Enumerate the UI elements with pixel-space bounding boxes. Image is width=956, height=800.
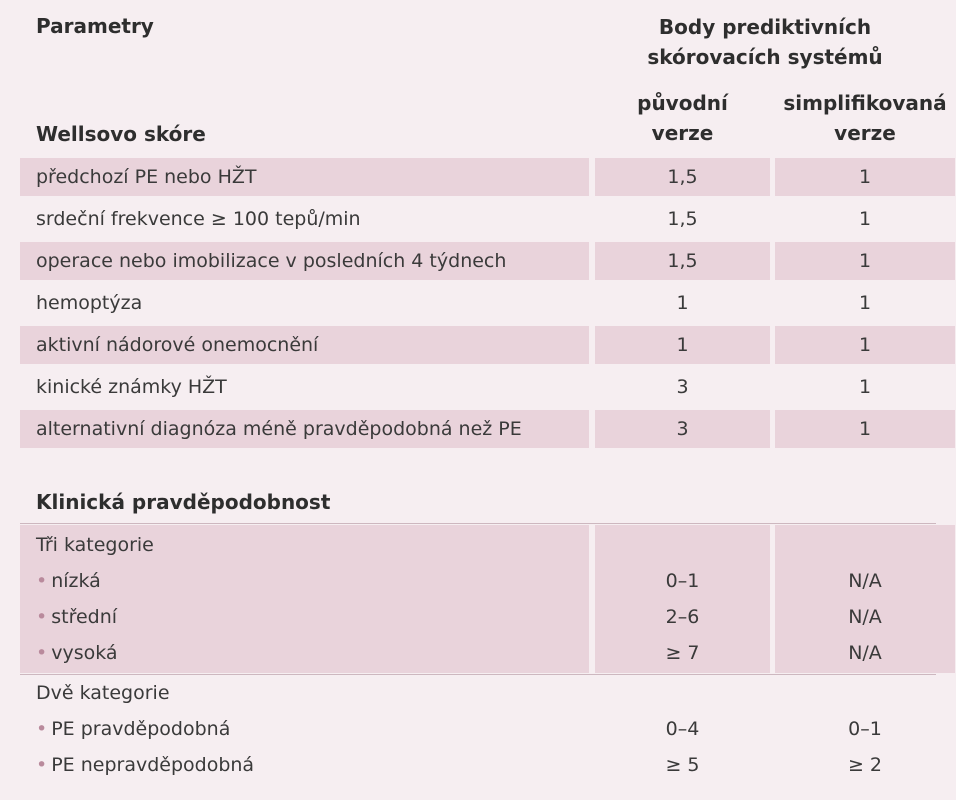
simplified-score-cell: 1 xyxy=(775,242,955,280)
bullet-icon: • xyxy=(36,606,48,628)
original-score-cell: 0–1 xyxy=(665,570,700,592)
original-score-cell: 1 xyxy=(595,326,770,364)
simplified-score-cell: 1 xyxy=(858,208,872,230)
simplified-score-cell: 1 xyxy=(858,292,872,314)
original-score-cell: 2–6 xyxy=(665,606,700,628)
bullet-icon: • xyxy=(36,754,48,776)
bullet-icon: • xyxy=(36,570,48,592)
simplified-score-cell: 0–1 xyxy=(848,718,882,740)
original-score-cell: ≥ 7 xyxy=(665,642,700,664)
bullet-icon: • xyxy=(36,642,48,664)
simplified-score-cell: N/A xyxy=(848,642,882,664)
original-score-cell: 1 xyxy=(676,292,689,314)
category-label: PE pravděpodobná xyxy=(51,718,231,740)
simplified-score-cell: 1 xyxy=(775,410,955,448)
bullet-icon: • xyxy=(36,718,48,740)
list-item xyxy=(36,635,118,671)
list-item xyxy=(36,599,117,635)
parameter-cell: hemoptýza xyxy=(36,292,143,314)
parametry-header: Parametry xyxy=(36,14,154,38)
parameter-cell: kinické známky HŽT xyxy=(36,376,227,398)
simplified-version-line1: simplifikovaná xyxy=(783,91,947,115)
list-item xyxy=(36,711,230,747)
simplified-score-cell: N/A xyxy=(848,606,882,628)
simplified-score-cell: 1 xyxy=(775,158,955,196)
parameter-cell: alternativní diagnóza méně pravděpodobná než PE xyxy=(20,410,589,448)
parameter-cell: srdeční frekvence ≥ 100 tepů/min xyxy=(36,208,361,230)
parameter-cell: předchozí PE nebo HŽT xyxy=(20,158,589,196)
simplified-score-cell: 1 xyxy=(775,326,955,364)
category-label: nízká xyxy=(51,570,101,592)
simplified-version-line2: verze xyxy=(834,121,896,145)
original-version-header xyxy=(595,88,770,148)
original-score-cell: ≥ 5 xyxy=(665,754,700,776)
wells-score-title: Wellsovo skóre xyxy=(36,122,206,146)
scoring-systems-line1: Body prediktivních xyxy=(658,15,872,39)
original-score-cell: 1,5 xyxy=(595,158,770,196)
section-divider xyxy=(20,523,936,524)
original-score-cell: 3 xyxy=(595,410,770,448)
category-label: střední xyxy=(51,606,118,628)
parameter-cell: aktivní nádorové onemocnění xyxy=(20,326,589,364)
scoring-systems-line2: skórovacích systémů xyxy=(647,45,883,69)
simplified-score-cell: 1 xyxy=(858,376,872,398)
original-score-cell: 3 xyxy=(676,376,689,398)
two-categories-title: Dvě kategorie xyxy=(36,682,170,704)
list-item xyxy=(36,563,101,599)
three-categories-title: Tři kategorie xyxy=(36,534,154,556)
original-score-cell: 0–4 xyxy=(665,718,700,740)
clinical-probability-title: Klinická pravděpodobnost xyxy=(36,490,331,514)
category-label: PE nepravděpodobná xyxy=(51,754,255,776)
original-score-cell: 1,5 xyxy=(667,208,698,230)
simplified-score-cell: N/A xyxy=(848,570,882,592)
original-version-line1: původní xyxy=(637,91,728,115)
category-label: vysoká xyxy=(51,642,118,664)
simplified-version-header xyxy=(775,88,955,148)
original-version-line2: verze xyxy=(651,121,714,145)
original-score-cell: 1,5 xyxy=(595,242,770,280)
list-item xyxy=(36,747,254,783)
parameter-cell: operace nebo imobilizace v posledních 4 týdnech xyxy=(20,242,589,280)
scoring-systems-header xyxy=(595,12,935,72)
simplified-score-cell: ≥ 2 xyxy=(847,754,883,776)
